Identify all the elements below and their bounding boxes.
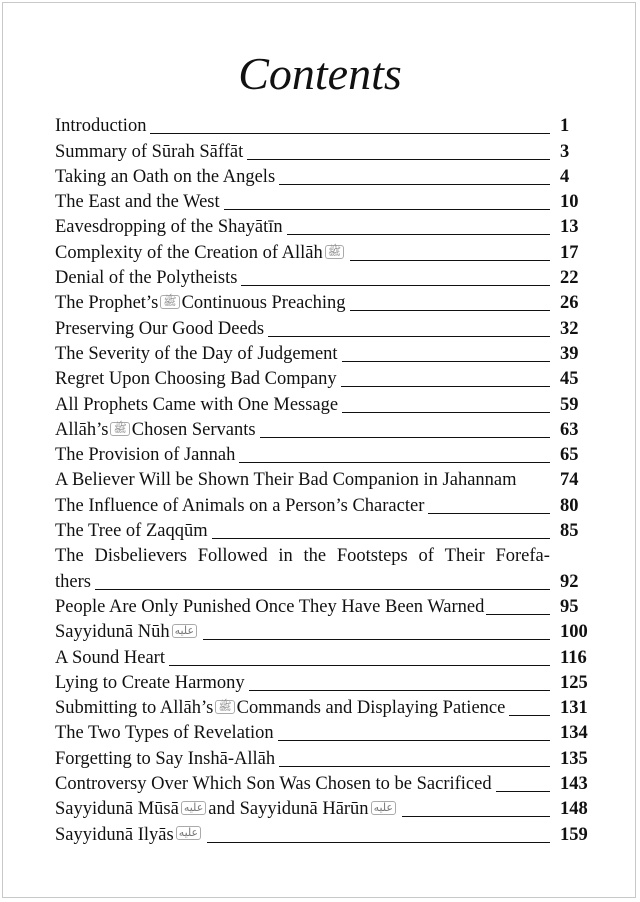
toc-word: of: [418, 546, 434, 567]
toc-page-number: 74: [560, 470, 579, 491]
toc-page-number: 17: [560, 242, 579, 263]
toc-entry[interactable]: [55, 517, 596, 542]
toc-leader-line: [169, 665, 550, 666]
toc-entry-label: People Are Only Punished Once They Have Been Warned: [55, 596, 485, 617]
toc-leader-line: [247, 159, 550, 160]
toc-entry[interactable]: [55, 593, 596, 618]
toc-entry[interactable]: [55, 213, 596, 238]
toc-page-number: 134: [560, 723, 588, 744]
toc-entry-label: Allāh’s ﷺ Chosen Servants: [55, 419, 256, 440]
toc-leader-line: [249, 690, 550, 691]
toc-page-number: 13: [560, 217, 579, 238]
page-title: Contents: [238, 48, 402, 99]
toc-entry-label: Summary of Sūrah Sāffāt: [55, 141, 244, 162]
toc-leader-line: [279, 184, 550, 185]
toc-entry-label: Forgetting to Say Inshā-Allāh: [55, 748, 276, 769]
toc-page-number: 63: [560, 419, 579, 440]
toc-leader-line: [203, 639, 550, 640]
toc-leader-line: [95, 589, 550, 590]
toc-entry[interactable]: [55, 643, 596, 668]
toc-entry[interactable]: [55, 466, 596, 491]
toc-leader-line: [279, 766, 550, 767]
toc-leader-line: [239, 462, 550, 463]
toc-word: in: [278, 546, 293, 567]
toc-entry-label: The Provision of Jannah: [55, 445, 236, 466]
toc-entry-label: Taking an Oath on the Angels: [55, 166, 276, 187]
toc-page-number: 92: [560, 571, 579, 592]
toc-entry-wrapped[interactable]: [55, 542, 596, 593]
toc-entry[interactable]: [55, 491, 596, 516]
toc-entry-label: Sayyidunā Nūh عليه: [55, 621, 199, 643]
toc-page-number: 1: [560, 116, 570, 137]
toc-page-number: 95: [560, 596, 579, 617]
toc-page-number: 100: [560, 622, 588, 643]
toc-leader-line: [268, 336, 550, 337]
toc-page-number: 125: [560, 672, 588, 693]
table-of-contents: [55, 112, 596, 846]
toc-page-number: 39: [560, 343, 579, 364]
toc-leader-line: [260, 437, 550, 438]
toc-entry[interactable]: [55, 188, 596, 213]
toc-entry[interactable]: [55, 744, 596, 769]
toc-entry[interactable]: [55, 820, 596, 845]
toc-leader-line: [224, 209, 550, 210]
toc-word: Their: [444, 546, 485, 567]
toc-page-number: 131: [560, 698, 588, 719]
toc-entry-label: Sayyidunā Mūsā عليه and Sayyidunā Hārūn عليه: [55, 798, 398, 820]
honorific-glyph-icon: عليه: [371, 801, 396, 815]
toc-page-number: 26: [560, 293, 579, 314]
toc-leader-line: [496, 791, 550, 792]
toc-entry[interactable]: [55, 770, 596, 795]
toc-entry[interactable]: [55, 669, 596, 694]
toc-entry[interactable]: [55, 163, 596, 188]
toc-entry-second-line: [55, 567, 596, 592]
toc-entry-label: All Prophets Came with One Message: [55, 394, 339, 415]
toc-page-number: 45: [560, 369, 579, 390]
toc-entry-label: Lying to Create Harmony: [55, 672, 245, 693]
toc-entry[interactable]: [55, 694, 596, 719]
toc-entry-label: The Two Types of Revelation: [55, 723, 274, 744]
toc-leader-line: [350, 310, 551, 311]
toc-leader-line: [278, 740, 550, 741]
toc-entry-label: Complexity of the Creation of Allāh ﷺ: [55, 242, 346, 264]
toc-entry-label: The Severity of the Day of Judgement: [55, 343, 338, 364]
toc-entry[interactable]: [55, 238, 596, 263]
toc-entry[interactable]: [55, 618, 596, 643]
toc-leader-line: [486, 614, 550, 615]
toc-entry[interactable]: [55, 289, 596, 314]
toc-leader-line: [207, 842, 550, 843]
toc-leader-line: [428, 513, 550, 514]
toc-page-number: 4: [560, 166, 570, 187]
toc-leader-line: [350, 260, 550, 261]
toc-word: Followed: [197, 546, 268, 567]
toc-entry-label: Regret Upon Choosing Bad Company: [55, 369, 337, 390]
toc-leader-line: [342, 412, 550, 413]
toc-leader-line: [287, 234, 550, 235]
toc-leader-line: [241, 285, 550, 286]
toc-word: The: [55, 546, 84, 567]
toc-entry-label: Introduction: [55, 116, 147, 137]
toc-leader-line: [342, 361, 550, 362]
toc-entry[interactable]: [55, 719, 596, 744]
honorific-glyph-icon: عليه: [172, 624, 197, 638]
toc-entry[interactable]: [55, 390, 596, 415]
honorific-glyph-icon: عليه: [176, 826, 201, 840]
toc-entry-first-line: [55, 542, 596, 567]
honorific-glyph-icon: ﷺ: [215, 700, 234, 714]
toc-entry[interactable]: [55, 441, 596, 466]
toc-entry[interactable]: [55, 314, 596, 339]
toc-entry[interactable]: [55, 340, 596, 365]
toc-entry-label: A Sound Heart: [55, 647, 165, 668]
toc-page-number: 135: [560, 748, 588, 769]
toc-page-number: 65: [560, 445, 579, 466]
toc-page-number: 22: [560, 268, 579, 289]
toc-leader-line: [341, 386, 550, 387]
toc-entry-label: Denial of the Polytheists: [55, 268, 238, 289]
toc-page-number: 32: [560, 318, 579, 339]
honorific-glyph-icon: ﷺ: [110, 422, 129, 436]
toc-page-number: 59: [560, 394, 579, 415]
toc-entry-label: The Prophet’s ﷺ Continuous Preaching: [55, 293, 346, 314]
toc-entry[interactable]: [55, 795, 596, 820]
toc-entry-label: Controversy Over Which Son Was Chosen to be Sacrificed: [55, 774, 492, 795]
toc-page-number: 143: [560, 774, 588, 795]
toc-page-number: 159: [560, 824, 588, 845]
toc-page-number: 80: [560, 495, 579, 516]
toc-entry[interactable]: [55, 112, 596, 137]
toc-word: Disbelievers: [94, 546, 187, 567]
toc-entry-label: thers: [55, 571, 91, 592]
toc-entry-label: Sayyidunā Ilyās عليه: [55, 824, 203, 846]
toc-leader-line: [150, 133, 550, 134]
honorific-glyph-icon: عليه: [181, 801, 206, 815]
toc-entry-label: The Tree of Zaqqūm: [55, 521, 208, 542]
toc-entry[interactable]: [55, 365, 596, 390]
toc-entry[interactable]: [55, 264, 596, 289]
toc-page-number: 3: [560, 141, 570, 162]
toc-page-number: 148: [560, 799, 588, 820]
toc-entry-label: Preserving Our Good Deeds: [55, 318, 265, 339]
toc-word: Forefa-: [495, 546, 550, 567]
toc-leader-line: [402, 816, 550, 817]
honorific-glyph-icon: ﷺ: [160, 295, 179, 309]
toc-word: Footsteps: [336, 546, 408, 567]
toc-entry[interactable]: [55, 416, 596, 441]
honorific-glyph-icon: ﷺ: [325, 245, 344, 259]
toc-entry-label: The Influence of Animals on a Person’s Character: [55, 495, 425, 516]
toc-page-number: 85: [560, 521, 579, 542]
toc-entry-label: Eavesdropping of the Shayātīn: [55, 217, 283, 238]
toc-leader-line: [509, 715, 550, 716]
toc-entry-label: A Believer Will be Shown Their Bad Companion in Jahannam: [55, 470, 517, 491]
toc-leader-line: [212, 538, 550, 539]
toc-entry-label: Submitting to Allāh’s ﷺ Commands and Displaying Patience: [55, 698, 506, 719]
toc-entry-label: The East and the West: [55, 192, 220, 213]
toc-word: the: [303, 546, 327, 567]
toc-page-number: 10: [560, 192, 579, 213]
toc-page-number: 116: [560, 647, 587, 668]
toc-entry[interactable]: [55, 137, 596, 162]
